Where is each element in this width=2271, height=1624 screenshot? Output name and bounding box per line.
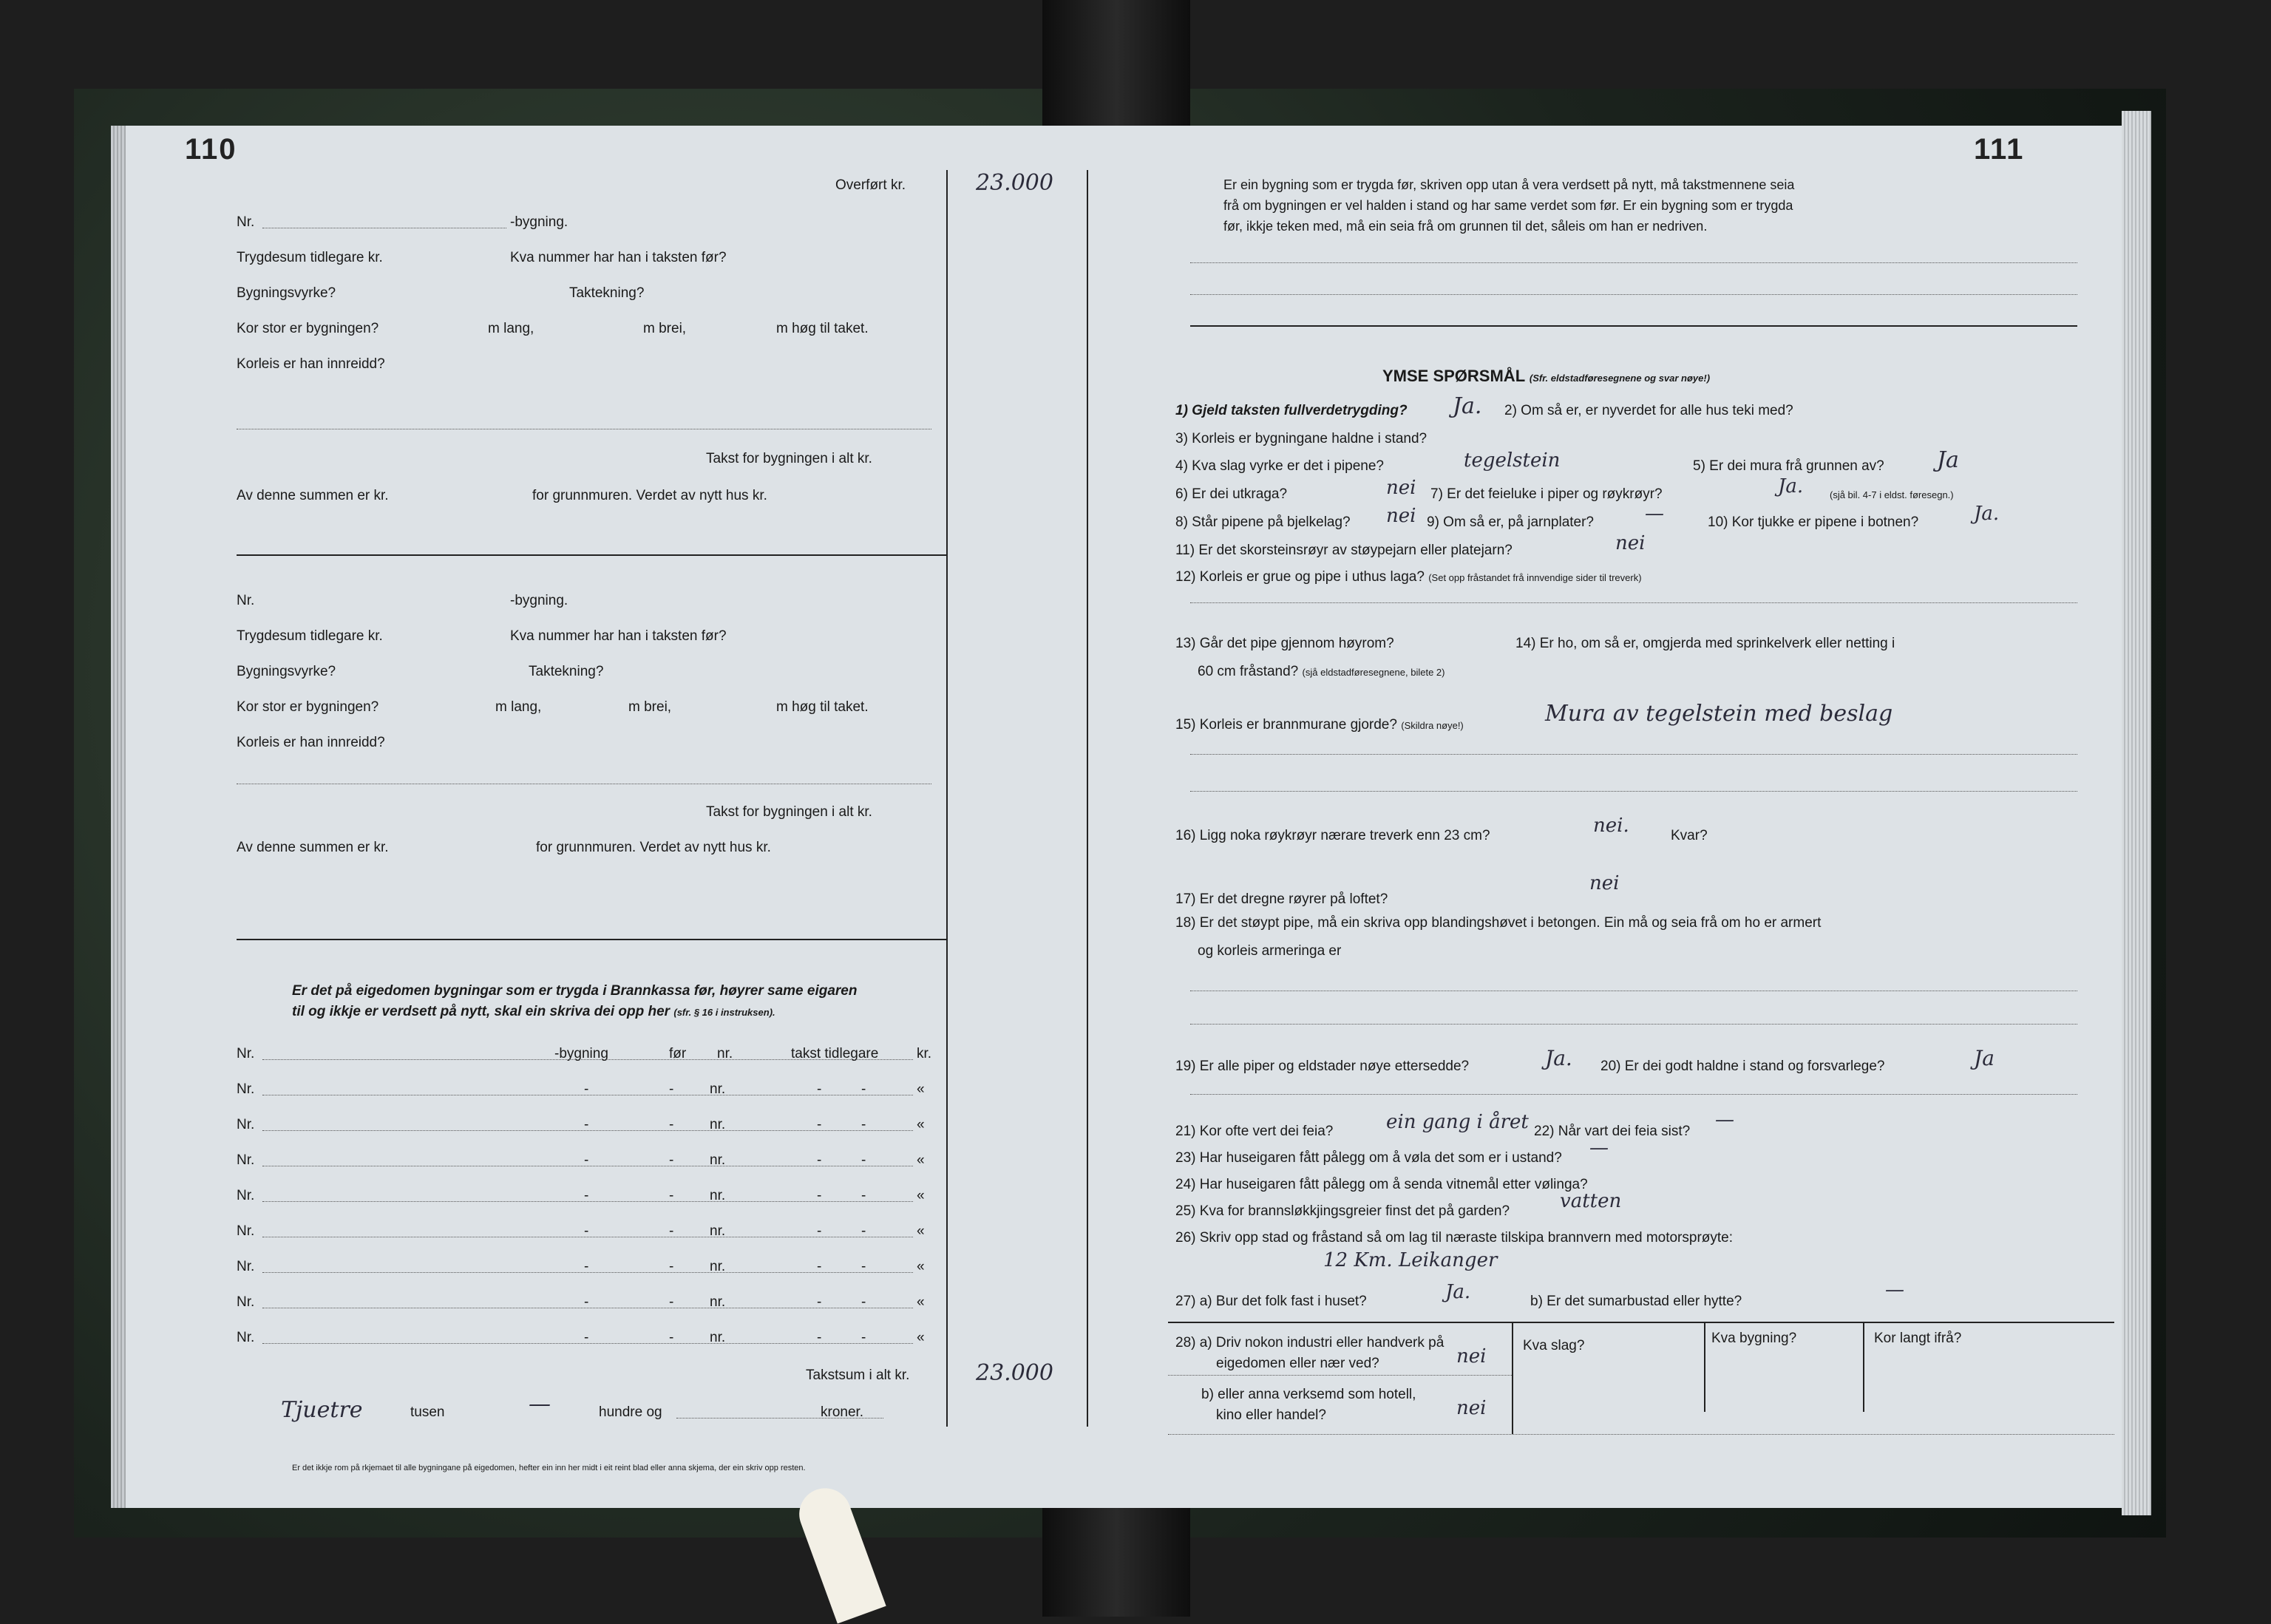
- notice-text: til og ikkje er verdsett på nytt, skal ein skriva dei opp her: [292, 1004, 671, 1019]
- q19: 19) Er alle piper og eldstader nøye ettersedde?: [1175, 1059, 1470, 1074]
- row-dash: -: [817, 1294, 822, 1310]
- a11: nei: [1615, 532, 1646, 554]
- notice-ref: (sfr. § 16 i instruksen).: [673, 1007, 775, 1018]
- row-guillemet: «: [917, 1117, 925, 1132]
- q14b: 60 cm fråstand?: [1198, 664, 1299, 679]
- row-dash: -: [861, 1223, 866, 1239]
- row-nr2-label: nr.: [710, 1117, 726, 1132]
- q28a-line-2: eigedomen eller nær ved?: [1216, 1356, 1379, 1371]
- q18-line-b: [1190, 1024, 2077, 1025]
- notice-line-1: Er det på eigedomen bygningar som er trygda i Brannkassa før, høyrer same eigaren: [292, 983, 858, 999]
- av-denne-label: Av denne summen er kr.: [237, 488, 389, 503]
- q28-mid-line: [1168, 1375, 1512, 1376]
- q24: 24) Har huseigaren fått pålegg om å senda vitnemål etter vølinga?: [1175, 1177, 1588, 1192]
- row-dash: -: [669, 1081, 674, 1097]
- for-grunnmuren-label: for grunnmuren. Verdet av nytt hus kr.: [536, 840, 771, 855]
- av-denne-label: Av denne summen er kr.: [237, 840, 389, 855]
- a17: nei: [1589, 872, 1620, 894]
- hundre-handwritten: —: [529, 1391, 551, 1417]
- a28a: nei: [1456, 1345, 1487, 1368]
- q6: 6) Er dei utkraga?: [1175, 486, 1288, 502]
- row-nr2-label: nr.: [710, 1259, 726, 1274]
- row-dash: -: [817, 1223, 822, 1239]
- heading-divider: [1190, 325, 2077, 327]
- hundre-og-label: hundre og: [599, 1404, 662, 1420]
- row-guillemet: «: [917, 1188, 925, 1203]
- kva-nummer-label: Kva nummer har han i taksten før?: [510, 250, 727, 265]
- q12-ref: (Set opp fråstandet frå innvendige sider til treverk): [1428, 572, 1642, 583]
- q15-line-b: [1190, 791, 2077, 792]
- notice-line-2: [292, 1004, 775, 1020]
- page-edge-left: [111, 126, 126, 1508]
- q15-ref: (Skildra nøye!): [1401, 720, 1464, 731]
- q18: 18) Er det støypt pipe, må ein skriva opp blandingshøvet i betongen. Ein må og seia frå om ho er armert: [1175, 915, 1822, 931]
- row-dash: -: [669, 1152, 674, 1168]
- q15-row: [1175, 717, 1464, 733]
- m-hog-label: m høg til taket.: [776, 699, 869, 715]
- takst-label: Takst for bygningen i alt kr.: [706, 451, 872, 466]
- m-brei-label: m brei,: [643, 321, 687, 336]
- row-dash: -: [861, 1330, 866, 1345]
- q7-ref: (sjå bil. 4-7 i eldst. føresegn.): [1830, 489, 1954, 500]
- q23: 23) Har huseigaren fått pålegg om å vøla det som er i ustand?: [1175, 1150, 1562, 1166]
- row-kr-label: kr.: [917, 1046, 932, 1061]
- bygning-label: -bygning.: [510, 214, 568, 230]
- q16: 16) Ligg noka røykrøyr nærare treverk enn 23 cm?: [1175, 828, 1490, 843]
- a28b: nei: [1456, 1397, 1487, 1419]
- amount-column-divider: [946, 170, 948, 1427]
- row-for-label: før: [669, 1046, 687, 1061]
- a8: nei: [1386, 505, 1416, 527]
- q7: 7) Er det feieluke i piper og røykrøyr?: [1430, 486, 1663, 502]
- row-nr-label: Nr.: [237, 1117, 255, 1132]
- row-nr2-label: nr.: [710, 1152, 726, 1168]
- q28-col-divider-3: [1863, 1323, 1864, 1412]
- q17: 17) Er det dregne røyrer på loftet?: [1175, 891, 1388, 907]
- q12-row: [1175, 569, 1642, 585]
- row-nr-label: Nr.: [237, 1330, 255, 1345]
- right-page: [1116, 126, 2122, 1508]
- q28b-line-2: kino eller handel?: [1216, 1407, 1326, 1423]
- q26: 26) Skriv opp stad og fråstand så om lag til næraste tilskipa brannvern med motorsprøyte:: [1175, 1230, 1734, 1246]
- intro-line-2: frå om bygningen er vel halden i stand og har same verdet som før. Er ein bygning som er trygda: [1223, 198, 1793, 213]
- q14-ref: (sjå eldstadføresegnene, bilete 2): [1302, 667, 1445, 678]
- nr-label: Nr.: [237, 593, 255, 608]
- row-dash: -: [817, 1259, 822, 1274]
- a9: —: [1645, 503, 1664, 525]
- row-dash: -: [669, 1294, 674, 1310]
- row-dash: -: [817, 1188, 822, 1203]
- q13: 13) Går det pipe gjennom høyrom?: [1175, 636, 1394, 651]
- takst-label: Takst for bygningen i alt kr.: [706, 804, 872, 820]
- row-guillemet: «: [917, 1081, 925, 1097]
- takstsum-value: 23.000: [976, 1360, 1053, 1386]
- intro-line-3: før, ikkje teken med, må ein seia frå om grunnen til det, såleis om han er nedriven.: [1223, 219, 1708, 234]
- row-nr-label: Nr.: [237, 1081, 255, 1097]
- nr-label: Nr.: [237, 214, 255, 230]
- q1: 1) Gjeld taksten fullverdetrygding?: [1175, 403, 1408, 418]
- row-line: [262, 1059, 913, 1060]
- row-dash: -: [669, 1117, 674, 1132]
- row-dash: -: [817, 1081, 822, 1097]
- bygningsvyrke-label: Bygningsvyrke?: [237, 285, 336, 301]
- kor-stor-label: Kor stor er bygningen?: [237, 321, 379, 336]
- tusen-label: tusen: [410, 1404, 445, 1420]
- q14b-row: [1198, 664, 1445, 680]
- q12: 12) Korleis er grue og pipe i uthus laga?: [1175, 569, 1425, 585]
- q28-col-divider-2: [1704, 1323, 1705, 1412]
- a5: Ja: [1937, 447, 1959, 473]
- a10: Ja.: [1974, 503, 2000, 525]
- m-lang-label: m lang,: [495, 699, 542, 715]
- row-nr-label: Nr.: [237, 1188, 255, 1203]
- row-guillemet: «: [917, 1259, 925, 1274]
- a23: —: [1589, 1137, 1609, 1159]
- q28-bottom-line: [1168, 1434, 2114, 1435]
- intro-line-b: [1190, 294, 2077, 295]
- row-dash: -: [584, 1259, 589, 1274]
- row-guillemet: «: [917, 1152, 925, 1168]
- row-line: [262, 1201, 913, 1202]
- a25: vatten: [1560, 1190, 1622, 1212]
- a16: nei.: [1593, 815, 1629, 837]
- row-nr2-label: nr.: [710, 1081, 726, 1097]
- row-nr2-label: nr.: [710, 1294, 726, 1310]
- row-nr2-label: nr.: [717, 1046, 733, 1061]
- korleis-label: Korleis er han innreidd?: [237, 735, 385, 750]
- row-guillemet: «: [917, 1223, 925, 1239]
- a6: nei: [1386, 477, 1416, 499]
- row-dash: -: [669, 1330, 674, 1345]
- intro-line-1: Er ein bygning som er trygda før, skriven opp utan å vera verdsett på nytt, må takstmennene seia: [1223, 177, 1795, 192]
- row-dash: -: [817, 1117, 822, 1132]
- q22: 22) Når vart dei feia sist?: [1534, 1124, 1691, 1139]
- row-dash: -: [584, 1152, 589, 1168]
- a7: Ja.: [1778, 475, 1804, 497]
- row-dash: -: [584, 1330, 589, 1345]
- q28a-line-1: 28) a) Driv nokon industri eller handverk på: [1175, 1335, 1445, 1350]
- row-nr-label: Nr.: [237, 1294, 255, 1310]
- q15: 15) Korleis er brannmurane gjorde?: [1175, 717, 1397, 733]
- row-dash: -: [861, 1081, 866, 1097]
- q16-kvar: Kvar?: [1671, 828, 1708, 843]
- kva-nummer-label: Kva nummer har han i taksten før?: [510, 628, 727, 644]
- trygdesum-label: Trygdesum tidlegare kr.: [237, 250, 383, 265]
- a22: —: [1715, 1109, 1734, 1131]
- col-kor-langt: Kor langt ifrå?: [1874, 1331, 1962, 1346]
- a26: 12 Km. Leikanger: [1323, 1249, 1498, 1271]
- row-dash: -: [861, 1152, 866, 1168]
- row-dash: -: [584, 1081, 589, 1097]
- row-dash: -: [584, 1188, 589, 1203]
- amount-column-right: [1087, 170, 1088, 1427]
- section-divider-2: [237, 939, 946, 940]
- row-nr2-label: nr.: [710, 1330, 726, 1345]
- row-dash: -: [584, 1294, 589, 1310]
- a21: ein gang i året: [1386, 1111, 1529, 1133]
- bygning-label: -bygning.: [510, 593, 568, 608]
- q3: 3) Korleis er bygningane haldne i stand?: [1175, 431, 1428, 446]
- row-nr-label: Nr.: [237, 1152, 255, 1168]
- q21: 21) Kor ofte vert dei feia?: [1175, 1124, 1334, 1139]
- row-nr2-label: nr.: [710, 1188, 726, 1203]
- row-nr-label: Nr.: [237, 1046, 255, 1061]
- q12-line: [1190, 602, 2077, 603]
- ymse-heading-sub: (Sfr. eldstadføresegnene og svar nøye!): [1529, 373, 1711, 384]
- row-dash: -: [669, 1188, 674, 1203]
- m-brei-label: m brei,: [628, 699, 672, 715]
- q8: 8) Står pipene på bjelkelag?: [1175, 514, 1351, 530]
- row-dash: -: [817, 1330, 822, 1345]
- page-number-right: 111: [1974, 133, 2025, 166]
- row-guillemet: «: [917, 1330, 925, 1345]
- a4: tegelstein: [1464, 449, 1561, 472]
- footer-note: Er det ikkje rom på rkjemaet til alle bygningane på eigedomen, hefter ein inn her midt i eit reint blad eller anna skjema, der ein skriv opp resten.: [292, 1464, 806, 1472]
- row-line: [262, 1343, 913, 1344]
- a20: Ja: [1974, 1046, 1995, 1070]
- q25: 25) Kva for brannsløkkjingsgreier finst det på garden?: [1175, 1203, 1510, 1219]
- a27b: —: [1885, 1279, 1904, 1301]
- row-guillemet: «: [917, 1294, 925, 1310]
- page-number-left: 110: [185, 133, 237, 166]
- row-line: [262, 1272, 913, 1273]
- a1: Ja.: [1453, 393, 1482, 419]
- row-line: [262, 1130, 913, 1131]
- q5: 5) Er dei mura frå grunnen av?: [1693, 458, 1884, 474]
- overfort-value: 23.000: [976, 170, 1053, 196]
- a15: Mura av tegelstein med beslag: [1545, 701, 1893, 727]
- col-kva-slag: Kva slag?: [1523, 1338, 1585, 1353]
- row-dash: -: [861, 1259, 866, 1274]
- row-nr-label: Nr.: [237, 1223, 255, 1239]
- row-nr-label: Nr.: [237, 1259, 255, 1274]
- q20-line: [1190, 1094, 2077, 1095]
- row-dash: -: [861, 1117, 866, 1132]
- left-page: [126, 126, 1116, 1508]
- row-dash: -: [584, 1223, 589, 1239]
- q28b-line-1: b) eller anna verksemd som hotell,: [1201, 1387, 1416, 1402]
- a19: Ja.: [1545, 1046, 1572, 1070]
- row-dash: -: [861, 1294, 866, 1310]
- q15-line-a: [1190, 754, 2077, 755]
- korleis-label: Korleis er han innreidd?: [237, 356, 385, 372]
- ymse-heading-text: YMSE SPØRSMÅL: [1382, 367, 1525, 385]
- page-edge-right: [2122, 111, 2151, 1515]
- q4: 4) Kva slag vyrke er det i pipene?: [1175, 458, 1384, 474]
- q2: 2) Om så er, er nyverdet for alle hus teki med?: [1504, 403, 1793, 418]
- kroner-label: kroner.: [821, 1404, 864, 1420]
- q27b: b) Er det sumarbustad eller hytte?: [1530, 1294, 1742, 1309]
- q11: 11) Er det skorsteinsrøyr av støypejarn eller platejarn?: [1175, 543, 1513, 558]
- row-dash: -: [584, 1117, 589, 1132]
- row-dash: -: [861, 1188, 866, 1203]
- row-dash: -: [669, 1223, 674, 1239]
- row-takst-tidlegare-label: takst tidlegare: [791, 1046, 879, 1061]
- intro-line-a: [1190, 262, 2077, 263]
- m-lang-label: m lang,: [488, 321, 534, 336]
- overfort-label: Overført kr.: [835, 177, 906, 193]
- q28-top-border: [1168, 1322, 2114, 1323]
- row-dash: -: [817, 1152, 822, 1168]
- m-hog-label: m høg til taket.: [776, 321, 869, 336]
- row-bygning-label: -bygning: [554, 1046, 608, 1061]
- kor-stor-label: Kor stor er bygningen?: [237, 699, 379, 715]
- col-kva-bygning: Kva bygning?: [1711, 1331, 1797, 1346]
- for-grunnmuren-label: for grunnmuren. Verdet av nytt hus kr.: [532, 488, 767, 503]
- row-dash: -: [669, 1259, 674, 1274]
- tusen-handwritten: Tjuetre: [281, 1397, 363, 1423]
- taktekning-label: Taktekning?: [529, 664, 604, 679]
- q14: 14) Er ho, om så er, omgjerda med sprinkelverk eller netting i: [1515, 636, 1895, 651]
- a27a: Ja.: [1445, 1281, 1471, 1303]
- row-nr2-label: nr.: [710, 1223, 726, 1239]
- q10: 10) Kor tjukke er pipene i botnen?: [1708, 514, 1919, 530]
- ymse-heading: [1382, 367, 1710, 386]
- q18b: og korleis armeringa er: [1198, 943, 1342, 959]
- takstsum-label: Takstsum i alt kr.: [806, 1368, 910, 1383]
- bygningsvyrke-label: Bygningsvyrke?: [237, 664, 336, 679]
- q20: 20) Er dei godt haldne i stand og forsvarlege?: [1600, 1059, 1885, 1074]
- section-divider-1: [237, 554, 946, 556]
- q27a: 27) a) Bur det folk fast i huset?: [1175, 1294, 1367, 1309]
- q9: 9) Om så er, på jarnplater?: [1427, 514, 1594, 530]
- taktekning-label: Taktekning?: [569, 285, 645, 301]
- q28-col-divider-1: [1512, 1323, 1513, 1434]
- trygdesum-label: Trygdesum tidlegare kr.: [237, 628, 383, 644]
